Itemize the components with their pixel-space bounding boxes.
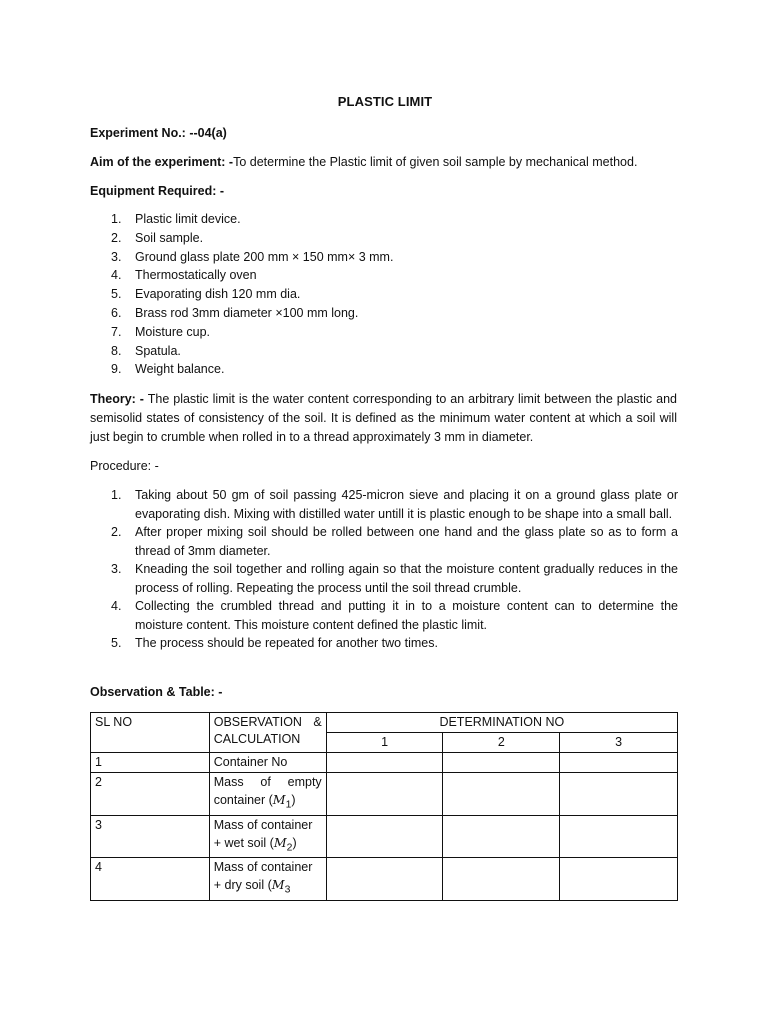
header-determination: DETERMINATION NO (326, 713, 677, 733)
experiment-number: Experiment No.: --04(a) (90, 126, 227, 140)
cell-sl: 3 (91, 815, 210, 858)
cell-observation-line-1: Mass of container (213, 817, 313, 832)
list-number: 3. (111, 562, 122, 576)
equipment-item (90, 342, 680, 361)
list-number: 7. (111, 324, 122, 339)
procedure-step (90, 597, 680, 634)
equipment-item-text: Ground glass plate 200 mm × 150 mm× 3 mm. (135, 249, 394, 264)
cell-observation-text: container ( (213, 793, 273, 807)
cell-value[interactable] (326, 858, 443, 901)
procedure-heading: Procedure: - (90, 459, 159, 473)
math-subscript: 3 (284, 884, 291, 896)
cell-observation (209, 815, 326, 858)
list-number: 6. (111, 305, 122, 320)
math-symbol: M (271, 877, 285, 892)
procedure-step-text: Collecting the crumbled thread and putting it in to a moisture content can to determine the moisture content. This moisture content defined the plastic limit. (135, 599, 678, 632)
cell-value[interactable] (326, 815, 443, 858)
procedure-step-text: After proper mixing soil should be rolled between one hand and the glass plate so as to form a thread of 3mm diameter. (135, 525, 678, 558)
equipment-item (90, 266, 680, 285)
list-number: 8. (111, 343, 122, 358)
cell-value[interactable] (443, 773, 560, 816)
equipment-item-text: Weight balance. (135, 362, 225, 377)
cell-sl: 1 (91, 753, 210, 773)
list-number: 1. (111, 488, 122, 502)
equipment-item (90, 210, 680, 229)
equipment-list (90, 210, 680, 379)
equipment-item-text: Soil sample. (135, 230, 204, 245)
header-sl-no: SL NO (91, 713, 210, 753)
cell-observation: Container No (209, 753, 326, 773)
cell-observation-text: + wet soil ( (213, 835, 274, 850)
procedure-step (90, 523, 680, 560)
observation-heading: Observation & Table: - (90, 685, 223, 699)
math-subscript: 1 (285, 799, 292, 811)
aim-line (90, 153, 637, 171)
equipment-item-text: Evaporating dish 120 mm dia. (135, 287, 301, 302)
header-observation-line-2: CALCULATION (213, 732, 301, 746)
cell-observation-line-1: Mass of empty (213, 775, 322, 789)
cell-observation-line-1: Mass of container (213, 860, 313, 874)
procedure-step (90, 634, 680, 653)
header-observation-line-1: OBSERVATION & (213, 715, 322, 729)
header-det-1: 1 (326, 733, 443, 753)
closing-paren: ) (292, 835, 297, 850)
document-page (90, 0, 680, 1024)
aim-label: Aim of the experiment: - (90, 155, 234, 169)
cell-value[interactable] (560, 858, 678, 901)
equipment-item (90, 304, 680, 323)
table-row (91, 773, 678, 816)
table-row (91, 815, 678, 858)
list-number: 5. (111, 287, 122, 302)
page-title: PLASTIC LIMIT (337, 94, 433, 109)
observation-table (90, 712, 678, 901)
table-header-row (91, 713, 678, 733)
header-observation (209, 713, 326, 753)
cell-sl: 4 (91, 858, 210, 901)
math-symbol: M (272, 792, 286, 807)
cell-value[interactable] (443, 858, 560, 901)
equipment-item-text: Plastic limit device. (135, 212, 241, 226)
aim-text: To determine the Plastic limit of given soil sample by mechanical method. (233, 155, 638, 169)
theory-label: Theory: - (90, 392, 144, 406)
theory-paragraph (90, 390, 677, 447)
list-number: 4. (111, 268, 122, 283)
cell-observation-text: + dry soil ( (213, 878, 272, 892)
theory-text: The plastic limit is the water content corresponding to an arbitrary limit between the plastic and semisolid states of consistency of the soil. It is defined as the minimum water content at which a soil will just begin to crumble when rolled in to a thread approximately 3 mm in diameter. (90, 392, 678, 444)
cell-value[interactable] (560, 815, 678, 858)
equipment-item-text: Spatula. (135, 343, 181, 358)
math-subscript: 2 (286, 842, 293, 853)
procedure-list (90, 486, 680, 653)
closing-paren: ) (291, 793, 296, 807)
math-symbol: M (273, 834, 287, 850)
header-det-3: 3 (560, 733, 678, 753)
procedure-step (90, 486, 680, 523)
procedure-step (90, 560, 680, 597)
equipment-item-text: Thermostatically oven (135, 268, 257, 283)
equipment-heading: Equipment Required: - (90, 184, 225, 198)
cell-value[interactable] (443, 815, 560, 858)
cell-observation-line-2 (214, 791, 322, 814)
cell-observation (209, 773, 326, 816)
equipment-item-text: Moisture cup. (135, 324, 211, 339)
list-number: 2. (111, 230, 122, 245)
cell-value[interactable] (326, 753, 443, 773)
equipment-item (90, 360, 680, 379)
equipment-item-text: Brass rod 3mm diameter ×100 mm long. (135, 305, 359, 320)
list-number: 2. (111, 525, 122, 539)
cell-observation (209, 858, 326, 901)
cell-sl: 2 (91, 773, 210, 816)
cell-value[interactable] (326, 773, 443, 816)
procedure-step-text: The process should be repeated for another two times. (135, 636, 438, 650)
procedure-step-text: Kneading the soil together and rolling again so that the moisture content gradually reduces in the process of rolling. Repeating the process until the soil thread crumble. (135, 562, 678, 595)
equipment-item (90, 229, 680, 248)
table-row (91, 753, 678, 773)
table-row (91, 858, 678, 901)
cell-value[interactable] (443, 753, 560, 773)
header-det-2: 2 (443, 733, 560, 753)
cell-value[interactable] (560, 753, 678, 773)
equipment-item (90, 248, 680, 267)
cell-observation-line-2 (214, 876, 322, 899)
list-number: 9. (111, 362, 122, 377)
procedure-step-text: Taking about 50 gm of soil passing 425-micron sieve and placing it on a ground glass plate or evaporating dish. Mixing with distilled water untill it is plastic enough to be shape into a small ball. (135, 488, 678, 521)
list-number: 5. (111, 636, 122, 650)
cell-observation-line-2 (214, 834, 322, 857)
equipment-item (90, 323, 680, 342)
cell-value[interactable] (560, 773, 678, 816)
equipment-item (90, 285, 680, 304)
list-number: 4. (111, 599, 122, 613)
list-number: 1. (111, 212, 122, 226)
list-number: 3. (111, 249, 122, 264)
